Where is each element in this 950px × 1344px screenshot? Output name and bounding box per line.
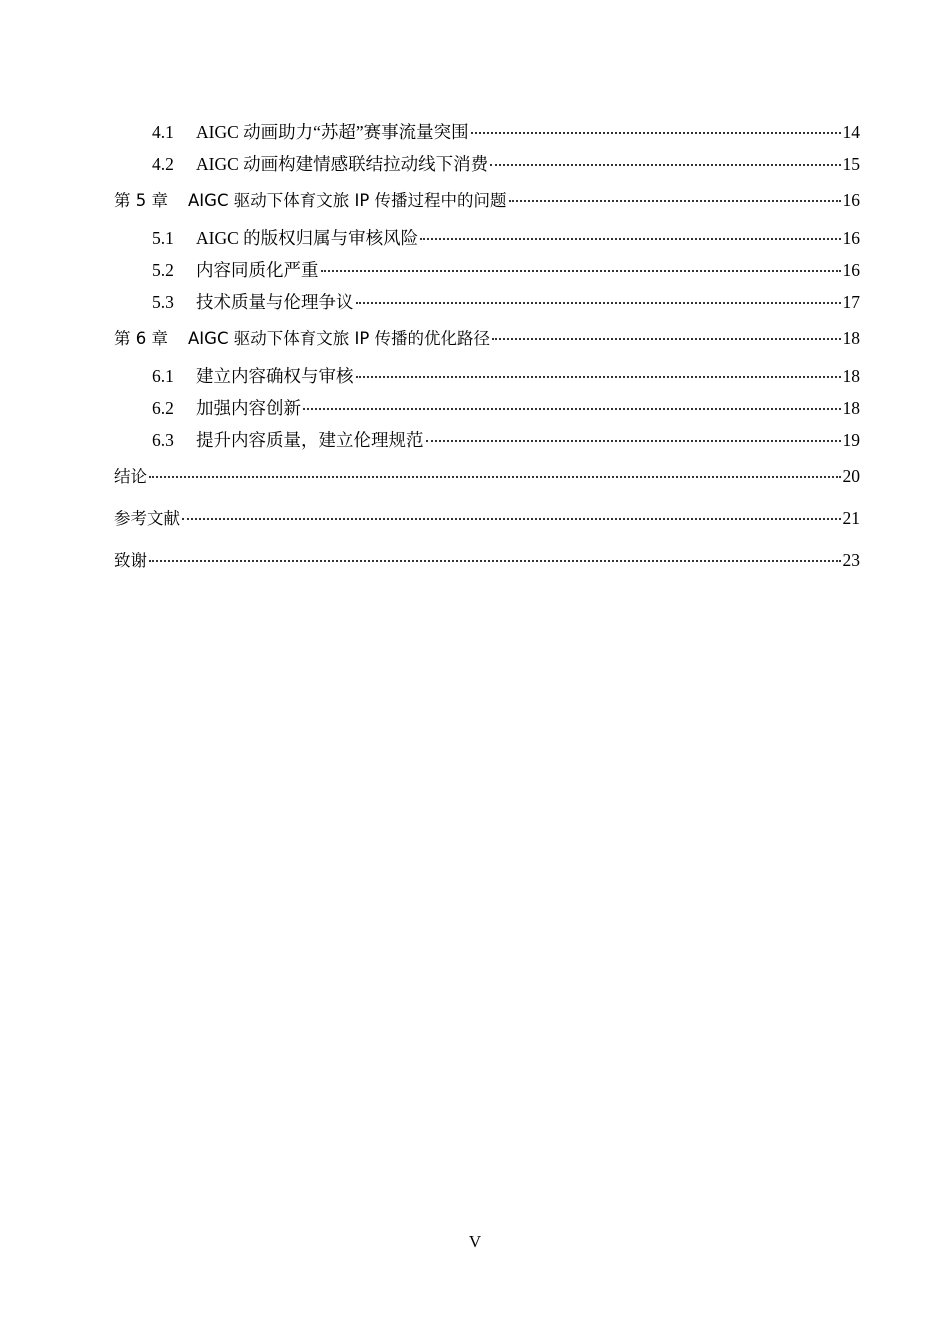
- toc-entry-number: 4.2: [152, 153, 174, 174]
- toc-entry-title: AIGC 动画构建情感联结拉动线下消费: [196, 153, 489, 174]
- toc-entry-title: 致谢: [114, 551, 147, 570]
- toc-entry-number: 5.2: [152, 259, 174, 280]
- toc-entry-chapter-5[interactable]: [114, 182, 860, 224]
- toc-entry-page: 18: [842, 328, 860, 348]
- toc-entry-title: 加强内容创新: [196, 397, 301, 418]
- toc-entry-title: 内容同质化严重: [196, 259, 319, 280]
- toc-entry-number: 5.3: [152, 291, 174, 312]
- toc-entry-title: AIGC 的版权归属与审核风险: [196, 227, 419, 248]
- toc-entry-page: 23: [842, 550, 860, 570]
- toc-entry-page: 18: [842, 365, 860, 386]
- dot-leader: [149, 543, 841, 563]
- table-of-contents: [114, 118, 860, 584]
- dot-leader: [182, 501, 841, 521]
- toc-entry-page: 16: [842, 259, 860, 280]
- dot-leader: [420, 220, 840, 240]
- toc-entry-6-3[interactable]: [114, 426, 860, 458]
- toc-entry-title: 提升内容质量，建立伦理规范: [196, 429, 424, 450]
- toc-entry-title: 建立内容确权与审核: [196, 365, 354, 386]
- dot-leader: [490, 146, 840, 166]
- toc-entry-page: 21: [842, 508, 860, 528]
- toc-entry-page: 18: [842, 397, 860, 418]
- toc-entry-number: 4.1: [152, 121, 174, 142]
- toc-entry-title: AIGC 驱动下体育文旅 IP 传播的优化路径: [188, 329, 491, 348]
- toc-entry-page: 17: [842, 291, 860, 312]
- dot-leader: [356, 358, 841, 378]
- toc-entry-references[interactable]: [114, 500, 860, 542]
- dot-leader: [509, 183, 841, 203]
- toc-entry-conclusion[interactable]: [114, 458, 860, 500]
- toc-entry-page: 16: [842, 190, 860, 210]
- toc-entry-page: 16: [842, 227, 860, 248]
- toc-entry-title: 结论: [114, 467, 147, 486]
- dot-leader: [356, 284, 841, 304]
- toc-entry-number: 5.1: [152, 227, 174, 248]
- toc-entry-4-2[interactable]: [114, 150, 860, 182]
- dot-leader: [303, 390, 841, 410]
- dot-leader: [471, 114, 841, 134]
- toc-entry-page: 15: [842, 153, 860, 174]
- toc-entry-page: 14: [842, 121, 860, 142]
- page-number: V: [468, 1232, 482, 1251]
- toc-entry-page: 19: [842, 429, 860, 450]
- toc-entry-title: 技术质量与伦理争议: [196, 291, 354, 312]
- toc-chapter-number: 第 5 章: [114, 191, 168, 210]
- toc-entry-number: 6.2: [152, 397, 174, 418]
- toc-entry-number: 6.1: [152, 365, 174, 386]
- toc-entry-number: 6.3: [152, 429, 174, 450]
- dot-leader: [492, 321, 840, 341]
- dot-leader: [426, 422, 841, 442]
- toc-entry-chapter-6[interactable]: [114, 320, 860, 362]
- dot-leader: [321, 252, 841, 272]
- toc-chapter-number: 第 6 章: [114, 329, 168, 348]
- toc-entry-acknowledgements[interactable]: [114, 542, 860, 584]
- toc-entry-5-3[interactable]: [114, 288, 860, 320]
- toc-entry-title: AIGC 动画助力“苏超”赛事流量突围: [196, 121, 469, 142]
- dot-leader: [149, 459, 841, 479]
- toc-entry-title: 参考文献: [114, 509, 180, 528]
- toc-entry-title: AIGC 驱动下体育文旅 IP 传播过程中的问题: [188, 191, 507, 210]
- toc-entry-page: 20: [842, 466, 860, 486]
